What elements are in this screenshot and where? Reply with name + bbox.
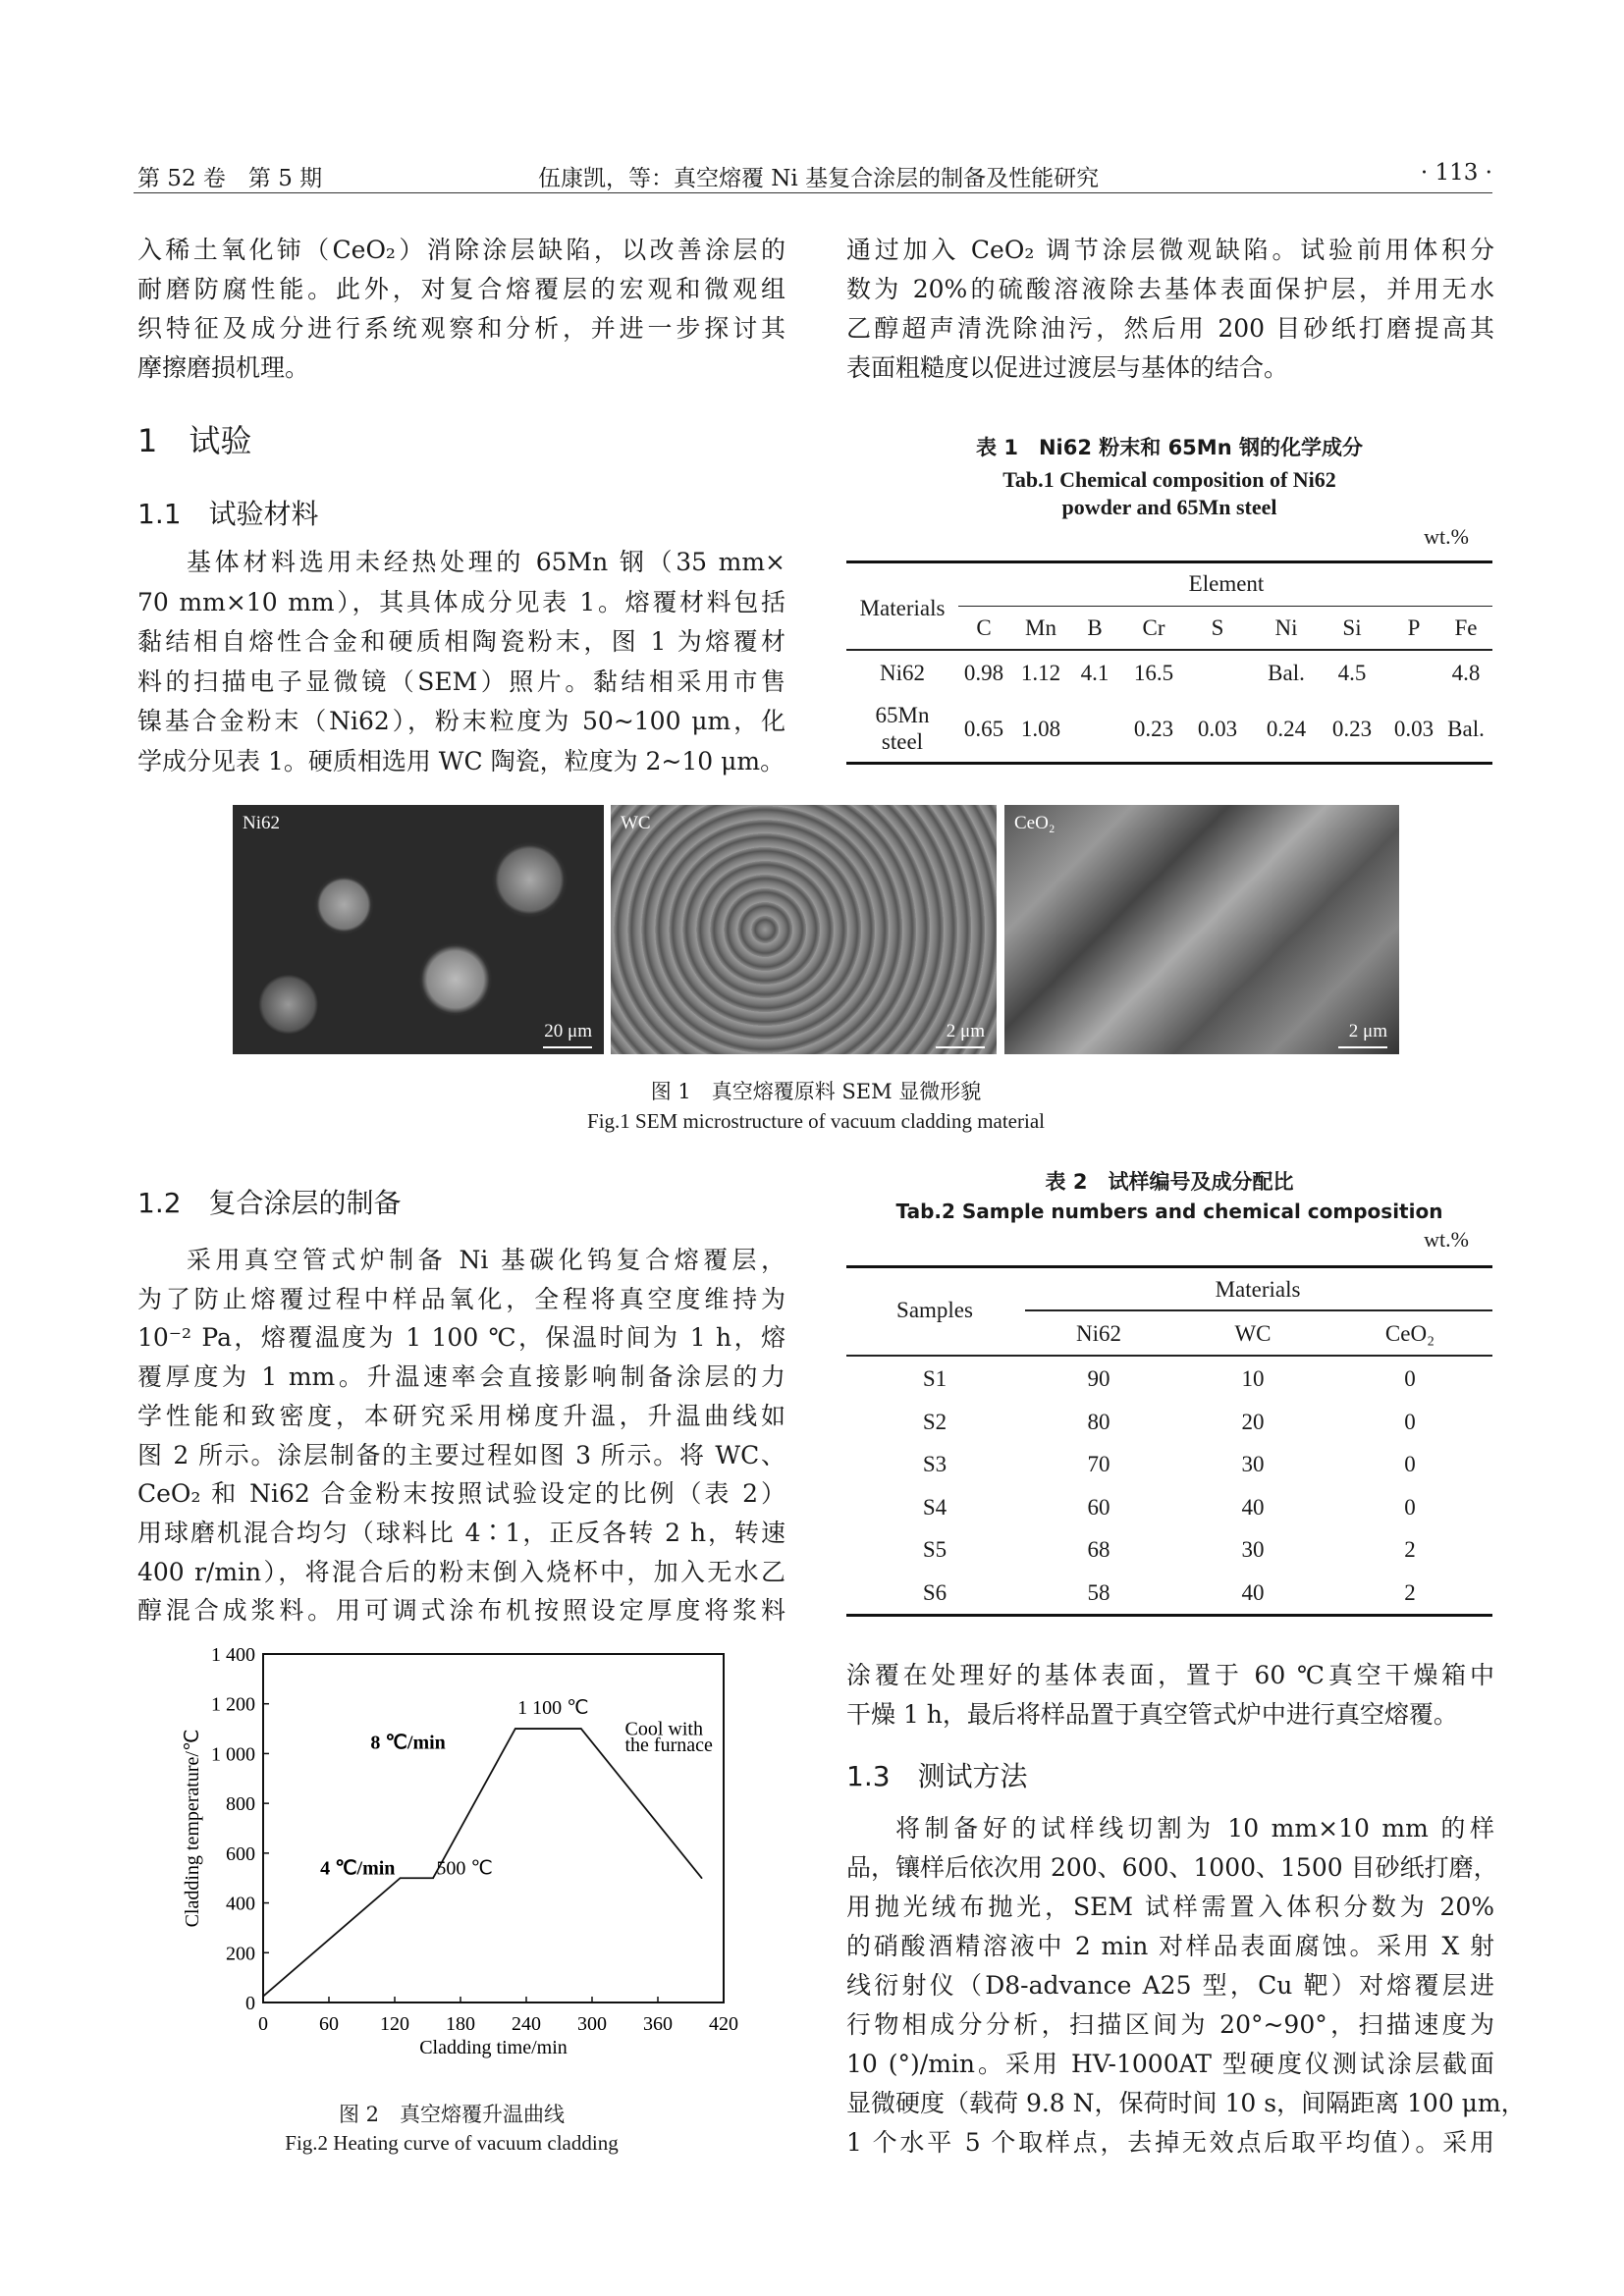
table-1-cell: 4.5 xyxy=(1337,661,1367,685)
table-1-cell: 0.24 xyxy=(1266,717,1307,741)
text-line: 采用真空管式炉制备 Ni 基碳化钨复合熔覆层， xyxy=(187,1246,785,1274)
text-line: 70 mm×10 mm），其具体成分见表 1。熔覆材料包括 xyxy=(137,587,785,616)
chart-annotation: 4 ℃/min xyxy=(320,1857,396,1880)
table-1-cell: 0.65 xyxy=(963,717,1004,741)
table-1-column-header: Mn xyxy=(1025,615,1056,640)
text-line: 覆厚度为 1 mm。升温速率会直接影响制备涂层的力 xyxy=(137,1362,785,1392)
table-2-title-cn: 表 2 试样编号及成分配比 xyxy=(1045,1170,1294,1194)
table-2-cell: 30 xyxy=(1241,1537,1265,1562)
chart-annotation: 1 100 ℃ xyxy=(517,1696,589,1719)
table-1-cell: 1.08 xyxy=(1020,717,1061,741)
table-2-cell: 40 xyxy=(1241,1494,1265,1520)
x-tick-label: 240 xyxy=(512,2013,541,2035)
y-tick-label: 600 xyxy=(226,1842,255,1865)
sem-image-wc xyxy=(611,805,997,1054)
header-rule xyxy=(134,192,1492,193)
table-2-cell: 40 xyxy=(1241,1579,1265,1605)
text-line: CeO₂ 和 Ni62 合金粉末按照试验设定的比例（表 2） xyxy=(137,1479,785,1509)
text-line: 图 2 所示。涂层制备的主要过程如图 3 所示。将 WC、 xyxy=(137,1440,785,1469)
chart-annotation: 500 ℃ xyxy=(436,1857,493,1880)
table-1-header-rule xyxy=(846,649,1492,651)
text-line: 醇混合成浆料。用可调式涂布机按照设定厚度将浆料 xyxy=(137,1596,785,1626)
table-2-row-label: S6 xyxy=(922,1579,947,1605)
text-line: 通过加入 CeO₂ 调节涂层微观缺陷。试验前用体积分 xyxy=(846,236,1494,264)
table-2-unit: wt.% xyxy=(1424,1227,1469,1252)
sem-scale-bar-label: 2 μm xyxy=(946,1021,985,1041)
sem-scale-bar xyxy=(936,1046,985,1048)
table-2-group-rule xyxy=(1025,1309,1492,1311)
y-axis-label: Cladding temperature/℃ xyxy=(182,1729,203,1928)
text-line: 的硝酸酒精溶液中 2 min 对样品表面腐蚀。采用 X 射 xyxy=(846,1932,1494,1960)
heating-curve-chart xyxy=(147,1629,756,2071)
x-tick-label: 300 xyxy=(577,2013,607,2035)
table-2-cell: 0 xyxy=(1404,1452,1416,1476)
y-tick-label: 1 400 xyxy=(211,1644,255,1666)
text-line: 1 个水平 5 个取样点，去掉无效点后取平均值）。采用 xyxy=(846,2128,1494,2157)
sem-scale-bar-label: 20 μm xyxy=(544,1021,592,1041)
table-2-cell: 0 xyxy=(1404,1409,1416,1434)
table-1-unit: wt.% xyxy=(1424,524,1469,549)
table-1-cell: Bal. xyxy=(1447,717,1485,741)
figure-1-caption-cn: 图 1 真空熔覆原料 SEM 显微形貌 xyxy=(650,1080,982,1103)
sem-image-ni62 xyxy=(233,805,604,1054)
text-line: 线衍射仪（D8-advance A25 型，Cu 靶）对熔覆层进 xyxy=(846,1971,1494,2000)
y-tick-label: 400 xyxy=(226,1893,255,1915)
table-2-group-header: Materials xyxy=(1215,1277,1301,1302)
chart-annotation: 8 ℃/min xyxy=(370,1732,446,1754)
table-1-column-header: S xyxy=(1211,615,1224,640)
table-2-column-header: CeO₂ xyxy=(1384,1321,1435,1346)
plot-frame xyxy=(263,1654,724,2002)
table-1-bottom-rule xyxy=(846,762,1492,765)
table-1-cell: 0.23 xyxy=(1331,717,1373,741)
x-tick-label: 120 xyxy=(380,2013,409,2035)
curve-vertex xyxy=(701,1877,703,1879)
sem-image-ceo2 xyxy=(1004,805,1399,1054)
table-2-cell: 2 xyxy=(1404,1537,1416,1562)
sem-scale-bar xyxy=(1338,1046,1387,1048)
table-2-row-label: S3 xyxy=(922,1452,947,1476)
text-line: 学性能和致密度，本研究采用梯度升温，升温曲线如 xyxy=(137,1401,785,1430)
text-line: 摩擦磨损机理。 xyxy=(137,353,310,382)
text-line: 10⁻² Pa，熔覆温度为 1 100 ℃，保温时间为 1 h，熔 xyxy=(137,1323,785,1353)
table-2-cell: 90 xyxy=(1087,1366,1110,1391)
curve-vertex xyxy=(262,1996,264,1998)
text-line: 用球磨机混合均匀（球料比 4∶1，正反各转 2 h，转速 xyxy=(137,1518,785,1547)
x-axis-label: Cladding time/min xyxy=(419,2037,568,2058)
text-line: 干燥 1 h，最后将样品置于真空管式炉中进行真空熔覆。 xyxy=(846,1700,1458,1729)
text-line: 黏结相自熔性合金和硬质相陶瓷粉末，图 1 为熔覆材 xyxy=(137,627,785,656)
text-line: 数为 20%的硫酸溶液除去基体表面保护层，并用无水 xyxy=(846,275,1494,303)
section-heading-1-1: 1.1 试验材料 xyxy=(137,498,319,530)
page-number: · 113 · xyxy=(1420,160,1492,186)
x-tick-label: 0 xyxy=(258,2013,268,2035)
table-1-top-rule xyxy=(846,561,1492,563)
table-1-column-header: C xyxy=(976,615,992,640)
y-tick-label: 1 200 xyxy=(211,1693,255,1716)
table-2-bottom-rule xyxy=(846,1614,1492,1617)
text-line: 显微硬度（载荷 9.8 N，保荷时间 10 s，间隔距离 100 μm， xyxy=(846,2089,1526,2117)
x-tick-label: 360 xyxy=(643,2013,673,2035)
table-2-cell: 0 xyxy=(1404,1366,1416,1391)
text-line: 涂覆在处理好的基体表面，置于 60 ℃真空干燥箱中 xyxy=(846,1661,1494,1689)
curve-vertex xyxy=(514,1728,516,1730)
table-1-column-header: P xyxy=(1407,615,1421,640)
table-1-cell: 4.1 xyxy=(1080,661,1110,685)
table-1-cell: 4.8 xyxy=(1451,661,1481,685)
x-tick-label: 60 xyxy=(319,2013,339,2035)
table-1-row-label: Ni62 xyxy=(880,661,925,685)
y-tick-label: 800 xyxy=(226,1793,255,1816)
table-2-row-header: Samples xyxy=(896,1298,973,1322)
table-2-row-label: S4 xyxy=(922,1494,947,1520)
table-2-row-label: S5 xyxy=(922,1537,947,1562)
table-2-column-header: WC xyxy=(1234,1321,1272,1346)
sem-label: Ni62 xyxy=(243,813,280,833)
text-line: 行物相成分分析，扫描区间为 20°~90°，扫描速度为 xyxy=(846,2010,1494,2039)
text-line: 400 r/min），将混合后的粉末倒入烧杯中，加入无水乙 xyxy=(137,1557,785,1586)
text-line: 镍基合金粉末（Ni62），粉末粒度为 50~100 μm，化 xyxy=(137,707,785,735)
figure-2-caption-cn: 图 2 真空熔覆升温曲线 xyxy=(338,2103,566,2126)
table-2-cell: 10 xyxy=(1241,1366,1265,1391)
curve-vertex xyxy=(580,1728,582,1730)
curve-vertex xyxy=(432,1877,434,1879)
table-1-column-header: Ni xyxy=(1274,615,1298,640)
table-2-column-header: Ni62 xyxy=(1076,1321,1121,1346)
sem-scale-bar xyxy=(543,1046,592,1048)
text-line: 织特征及成分进行系统观察和分析，并进一步探讨其 xyxy=(137,314,785,343)
sem-label: CeO₂ xyxy=(1014,813,1056,833)
table-1-column-header: Si xyxy=(1342,615,1362,640)
table-1-group-header: Element xyxy=(1188,571,1265,596)
text-line: 乙醇超声清洗除油污，然后用 200 目砂纸打磨提高其 xyxy=(846,314,1494,343)
table-2-cell: 68 xyxy=(1087,1537,1110,1562)
table-2-cell: 60 xyxy=(1087,1494,1110,1520)
table-2-cell: 30 xyxy=(1241,1452,1265,1476)
table-2-header-rule xyxy=(846,1355,1492,1357)
x-tick-label: 180 xyxy=(446,2013,475,2035)
x-tick-label: 420 xyxy=(709,2013,738,2035)
text-line: 学成分见表 1。硬质相选用 WC 陶瓷，粒度为 2~10 μm。 xyxy=(137,746,785,775)
table-2-row-label: S1 xyxy=(922,1366,947,1391)
section-heading-1: 1 试验 xyxy=(137,422,252,459)
table-2-row-label: S2 xyxy=(922,1409,947,1434)
text-line: 料的扫描电子显微镜（SEM）照片。黏结相采用市售 xyxy=(137,667,785,696)
sem-label: WC xyxy=(621,813,651,833)
table-1-row-label: 65Mn steel xyxy=(875,703,930,754)
text-line: 入稀土氧化铈（CeO₂）消除涂层缺陷，以改善涂层的 xyxy=(137,236,785,264)
text-line: 为了防止熔覆过程中样品氧化，全程将真空度维持为 xyxy=(137,1284,785,1313)
table-1-cell: 0.23 xyxy=(1133,717,1174,741)
table-1 xyxy=(846,432,1492,771)
text-line: 基体材料选用未经热处理的 65Mn 钢（35 mm× xyxy=(187,548,785,576)
table-2-cell: 80 xyxy=(1087,1409,1110,1434)
table-1-title-en: Tab.1 Chemical composition of Ni62 xyxy=(1002,467,1336,492)
table-2-top-rule xyxy=(846,1265,1492,1268)
text-line: 表面粗糙度以促进过渡层与基体的结合。 xyxy=(846,353,1289,382)
table-2-cell: 70 xyxy=(1087,1452,1110,1476)
table-1-title-cn: 表 1 Ni62 粉末和 65Mn 钢的化学成分 xyxy=(976,436,1363,459)
figure-1-caption-en: Fig.1 SEM microstructure of vacuum cladding material xyxy=(587,1109,1045,1133)
text-line: 耐磨防腐性能。此外，对复合熔覆层的宏观和微观组 xyxy=(137,275,785,303)
chart-annotation: the furnace xyxy=(624,1734,713,1756)
table-1-cell: 0.03 xyxy=(1197,717,1238,741)
figure-2-caption-en: Fig.2 Heating curve of vacuum cladding xyxy=(285,2131,619,2155)
table-1-group-rule xyxy=(958,606,1492,607)
curve-vertex xyxy=(400,1877,402,1879)
running-title: 伍康凯，等：真空熔覆 Ni 基复合涂层的制备及性能研究 xyxy=(538,166,1100,191)
chart-annotation: Cool with xyxy=(624,1718,703,1740)
y-tick-label: 1 000 xyxy=(211,1743,255,1766)
table-2-cell: 58 xyxy=(1087,1579,1110,1605)
text-line: 用抛光绒布抛光，SEM 试样需置入体积分数为 20% xyxy=(846,1893,1494,1921)
table-2-cell: 2 xyxy=(1404,1579,1416,1605)
table-1-cell: 0.03 xyxy=(1393,717,1435,741)
table-1-row-header: Materials xyxy=(859,596,946,620)
text-line: 品，镶样后依次用 200、600、1000、1500 目砂纸打磨， xyxy=(846,1853,1498,1882)
table-1-cell: 0.98 xyxy=(963,661,1004,685)
table-1-column-header: Cr xyxy=(1142,615,1165,640)
text-line: 10 (°)/min。采用 HV-1000AT 型硬度仪测试涂层截面 xyxy=(846,2050,1494,2078)
journal-volume-issue: 第 52 卷 第 5 期 xyxy=(137,166,323,191)
table-1-column-header: B xyxy=(1087,615,1103,640)
table-1-title-en-2: powder and 65Mn steel xyxy=(1061,495,1277,519)
table-2 xyxy=(846,1166,1492,1628)
section-heading-1-3: 1.3 测试方法 xyxy=(846,1760,1028,1792)
y-tick-label: 200 xyxy=(226,1943,255,1965)
table-2-title-en: Tab.2 Sample numbers and chemical composition xyxy=(895,1200,1443,1223)
table-1-cell: 1.12 xyxy=(1020,661,1061,685)
y-tick-label: 0 xyxy=(245,1993,255,2014)
section-heading-1-2: 1.2 复合涂层的制备 xyxy=(137,1187,402,1219)
text-line: 将制备好的试样线切割为 10 mm×10 mm 的样 xyxy=(895,1814,1494,1842)
table-1-cell: 16.5 xyxy=(1133,661,1174,685)
table-2-cell: 20 xyxy=(1241,1409,1265,1434)
table-2-cell: 0 xyxy=(1404,1494,1416,1520)
sem-scale-bar-label: 2 μm xyxy=(1348,1021,1387,1041)
table-1-column-header: Fe xyxy=(1454,615,1478,640)
table-1-cell: Bal. xyxy=(1268,661,1305,685)
